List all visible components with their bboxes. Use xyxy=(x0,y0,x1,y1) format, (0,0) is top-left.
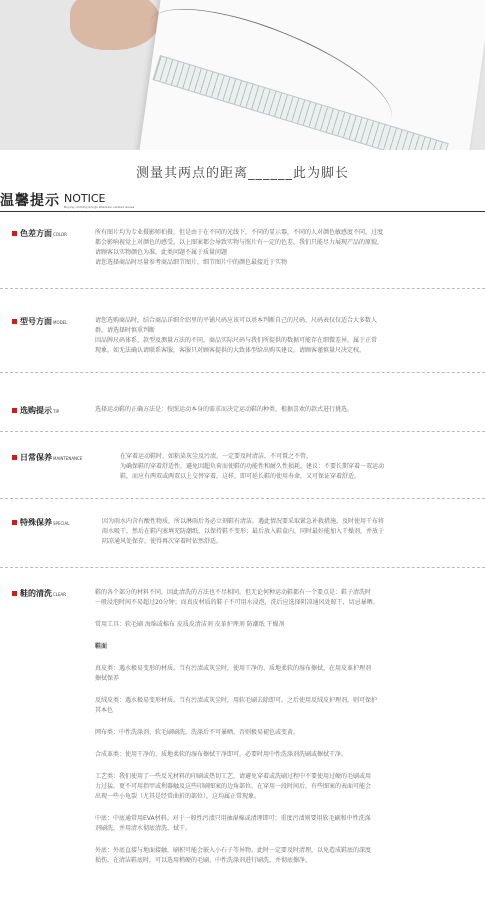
section-title: 日常保养MAINTENANCE xyxy=(20,453,83,462)
subheading: 鞋面 xyxy=(95,643,108,650)
notice-title: 温馨提示 xyxy=(0,193,60,209)
section-body: 鞋的各个部分的材料不同，因此清洗的方法也不尽相同。但无论何种运动鞋都有一个要点是：鞋子清洗时 一般浸泡时间不易超过20分钟；而真皮材质的鞋子不可用水浸泡，洗后应选择阴凉通风处晾干，切忌暴晒。 常用工具：软毛刷 海绵或棉布 皮质皮清洁剂 皮革护理剂 防潮纸 干燥剂 鞋面 真皮类：遇水极易变形的材质。当有污渍或灰尘时，使用干净的、质地柔软的湿布擦拭，在用皮革护理剂 擦拭保养 反绒皮类：遇水极易变形材质。当有污渍或灰尘时，用软毛刷去除即可。之后使用反绒皮护理剂，则可保护 其本色 网布类：中性洗涤剂、软毛刷刷洗，洗涤后不可暴晒，否则极易褪色或变黄。 合成革类：使用干净的、质地柔软的湿布擦拭干净即可。必要时用中性洗涤剂洗刷或擦拭干净。 工艺类：我们使用了一些反光材料的印刷或热切工艺，请避免穿着或洗刷过程中不要使用过硬的毛刷或用 力过猛，更不可用指甲或利器触及这些印刷图案的边角部位。在穿用一段时间后，有些图案的表面可能会 出现一些小龟裂（尤其是经常曲折的部位），这均属正常现象。 中底：中底通常用EVA材料。对于一般性污渍只用抽湿棉或清理即可；重度污渍则要用软毛刷和中性洗涤 剂刷洗，并用清水彻底清洗、拭干。 外底：外底直接与地面接触，刷积可能会嵌入小石子等异物。此时一定要及时清理，以免造成鞋底的深度 损伤。在清洁鞋底时，可以选用稍硬的毛刷、中性洗涤剂进行刷洗，并彻底擦净。 xyxy=(95,588,473,878)
bullet-square-icon xyxy=(12,591,17,596)
divider xyxy=(0,498,485,499)
notice-subtitle: Buying clothing brings attention-related issues xyxy=(64,205,135,209)
bullet-square-icon xyxy=(12,319,17,324)
bullet-square-icon xyxy=(12,231,17,236)
section-body: 所有图片均为专业摄影师拍摄，但是由于在不同的光线下，不同的显示器，不同的人对颜色敏感度不同，过度 都会影响视觉上对颜色的感受。以上图案都会导致实物与照片有一定的色差，我们只能尽力展现产品的原貌， 请顾客以实物颜色为准，此类问题不属于质量问题 请您选择商品时尽量参考商品细节图片，细节图片中的颜色最接近于实物 xyxy=(95,229,384,266)
section-title: 选购提示TIP xyxy=(20,406,60,415)
section-title: 色差方面COLOR xyxy=(20,229,67,238)
section-body: 请您选购商品时，结合商品详细介绍里的平铺尺码应该可以基本判断自己的尺码，尺码表仅仅适合大多数人 群，请选择时慎重判断 因品牌尺码体系、款型及测量方法的不同，商品实际尺码与我们所提供的数据可能存在细微差异，属于正常 现象，如无法确认请联系客服，客服只对顾客提供的大致体型给出购买建议，请顾客谨慎量尺决定权。 xyxy=(95,317,378,354)
photo-caption: 测量其两点的距离______此为脚长 xyxy=(135,166,349,181)
bullet-square-icon xyxy=(12,408,17,413)
divider xyxy=(0,372,485,373)
divider xyxy=(0,288,485,289)
section-title: 型号方面MODEL xyxy=(20,317,68,326)
notice-title-en: NOTICE xyxy=(64,192,106,205)
divider xyxy=(0,431,485,432)
divider xyxy=(0,567,485,568)
product-photo xyxy=(0,0,485,150)
section-body: 选择运动鞋的正确方法是：按照运动本身的需求而决定运动鞋的种类，根据喜欢的款式进行挑选。 xyxy=(95,406,354,413)
bullet-square-icon xyxy=(12,520,17,525)
section-body: 因为雨水内含有酸性物质，所以淋雨后务必立刻鞋有清洁，遇此情况要采取紧急补救措施，及时使用干布将 雨水吸干，然后在鞋内塞填充防潮纸，以保持鞋不变形；最后放入鞋盒内，同时最好能加入干燥剂，并放于 阴凉通风处保存，使得再次穿着时依然舒适。 xyxy=(102,518,385,545)
section-title: 鞋的清洗CLEAR xyxy=(20,589,67,598)
notice-header xyxy=(0,190,485,212)
section-body: 在穿着运动鞋时，如粘染灰尘及污渍，一定要及时清洁，不可置之不管。 为确保鞋的穿着舒适性，避免因超负荷而使鞋的功能性和耐久性损耗，建议：不要长期穿着一双运动 鞋，而应有两双或两双以上交替穿着，这样，即可延长鞋的使用寿命，又可保证穿着舒适。 xyxy=(120,453,385,480)
divider xyxy=(0,211,485,212)
section-title: 特殊保养SPECIAL xyxy=(20,518,70,527)
bullet-square-icon xyxy=(12,455,17,460)
